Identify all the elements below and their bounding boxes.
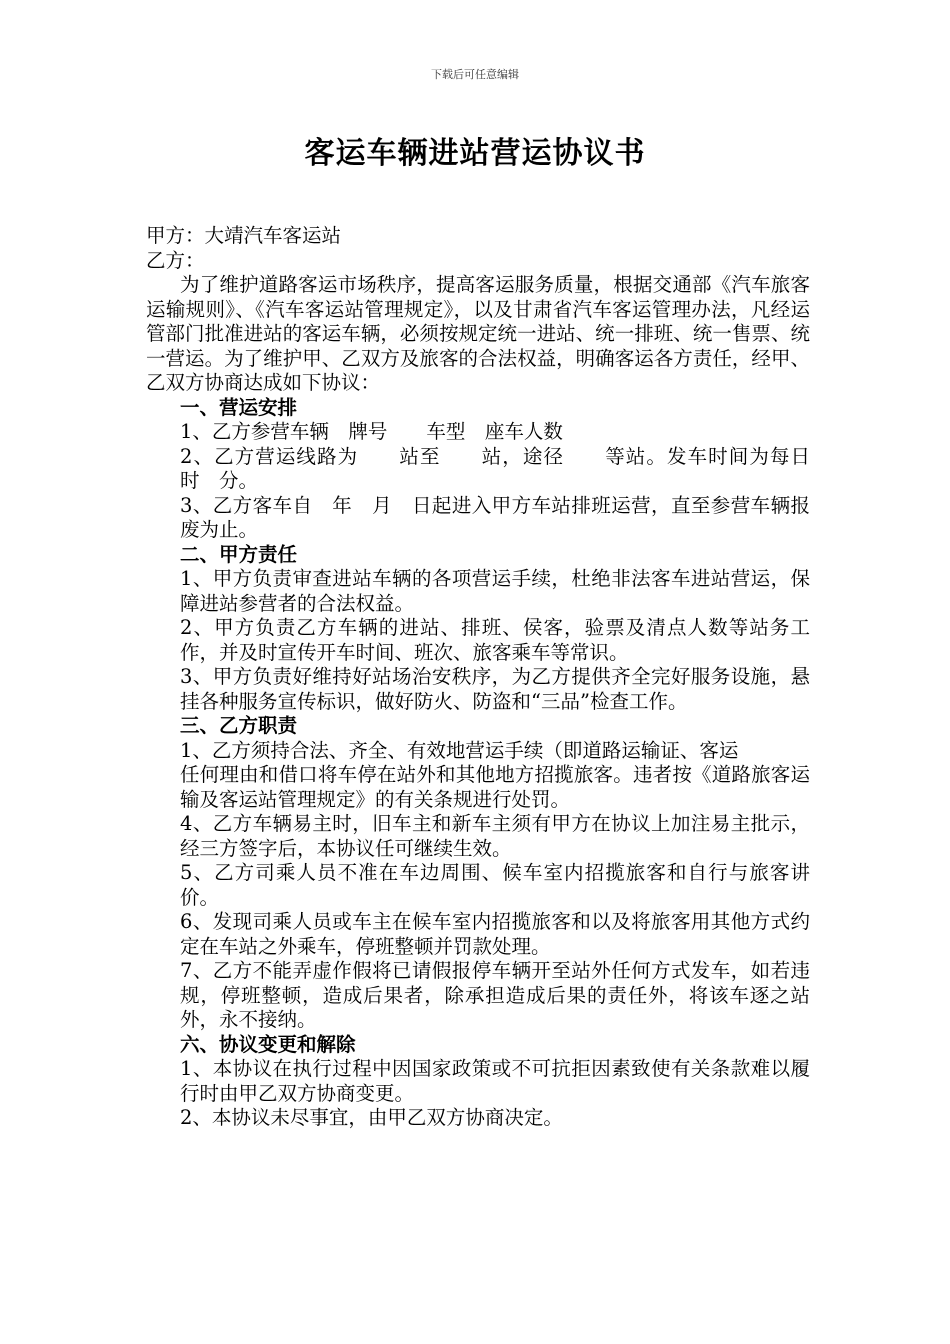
section-item: 6、发现司乘人员或车主在候车室内招揽旅客和以及将旅客用其他方式约定在车站之外乘车，停班整顿并罚款处理。 — [180, 910, 810, 958]
document-body — [146, 224, 830, 1131]
section-heading: 三、乙方职责 — [180, 714, 298, 737]
section-item: 1、乙方参营车辆 牌号 车型 座车人数 — [180, 420, 563, 443]
section-item: 3、乙方客车自 年 月 日起进入甲方车站排班运营，直至参营车辆报废为止。 — [180, 493, 810, 541]
section-item: 1、本协议在执行过程中因国家政策或不可抗拒因素致使有关条款难以履行时由甲乙双方协商变更。 — [180, 1057, 810, 1105]
section-heading: 一、营运安排 — [180, 395, 298, 419]
intro-paragraph: 为了维护道路客运市场秩序，提高客运服务质量，根据交通部《汽车旅客运输规则》、《汽车客运站管理规定》，以及甘肃省汽车客运管理办法，凡经运管部门批准进站的客运车辆，必须按规定统一进站、统一排班、统一售票、统一营运。为了维护甲、乙双方及旅客的合法权益，明确客运各方责任，经甲、乙双方协商达成如下协议： — [146, 273, 810, 394]
section-item: 2、甲方负责乙方车辆的进站、排班、侯客，验票及清点人数等站务工作，并及时宣传开车时间、班次、旅客乘车等常识。 — [180, 616, 810, 664]
page-header-note: 下载后可任意编辑 — [431, 68, 519, 81]
section-heading: 六、协议变更和解除 — [180, 1032, 356, 1056]
section-item: 1、甲方负责审查进站车辆的各项营运手续，杜绝非法客车进站营运，保障进站参营者的合法权益。 — [180, 567, 810, 615]
section-heading: 二、甲方责任 — [180, 542, 298, 566]
party-a: 甲方：大靖汽车客运站 — [146, 224, 342, 247]
section-item: 5、乙方司乘人员不准在车边周围、候车室内招揽旅客和自行与旅客讲价。 — [180, 861, 810, 909]
party-b: 乙方： — [146, 248, 205, 272]
section-item: 2、乙方营运线路为 站至 站，途径 等站。发车时间为每日 时 分。 — [180, 444, 830, 492]
section-item: 1、乙方须持合法、齐全、有效地营运手续（即道路运输证、客运 — [180, 738, 739, 762]
section-item: 3、甲方负责好维持好站场治安秩序，为乙方提供齐全完好服务设施，悬挂各种服务宣传标识，做好防火、防盗和“三品”检查工作。 — [180, 665, 810, 713]
section-item: 任何理由和借口将车停在站外和其他地方招揽旅客。违者按《道路旅客运输及客运站管理规定》的有关条规进行处罚。 — [180, 763, 810, 811]
section-item: 2、本协议未尽事宜，由甲乙双方协商决定。 — [180, 1106, 563, 1129]
section-item: 7、乙方不能弄虚作假将已请假报停车辆开至站外任何方式发车，如若违规，停班整顿，造成后果者，除承担造成后果的责任外，将该车逐之站外，永不接纳。 — [180, 959, 810, 1031]
section-item: 4、乙方车辆易主时，旧车主和新车主须有甲方在协议上加注易主批示，经三方签字后，本协议任可继续生效。 — [180, 812, 810, 860]
document-title: 客运车辆进站营运协议书 — [304, 136, 646, 171]
